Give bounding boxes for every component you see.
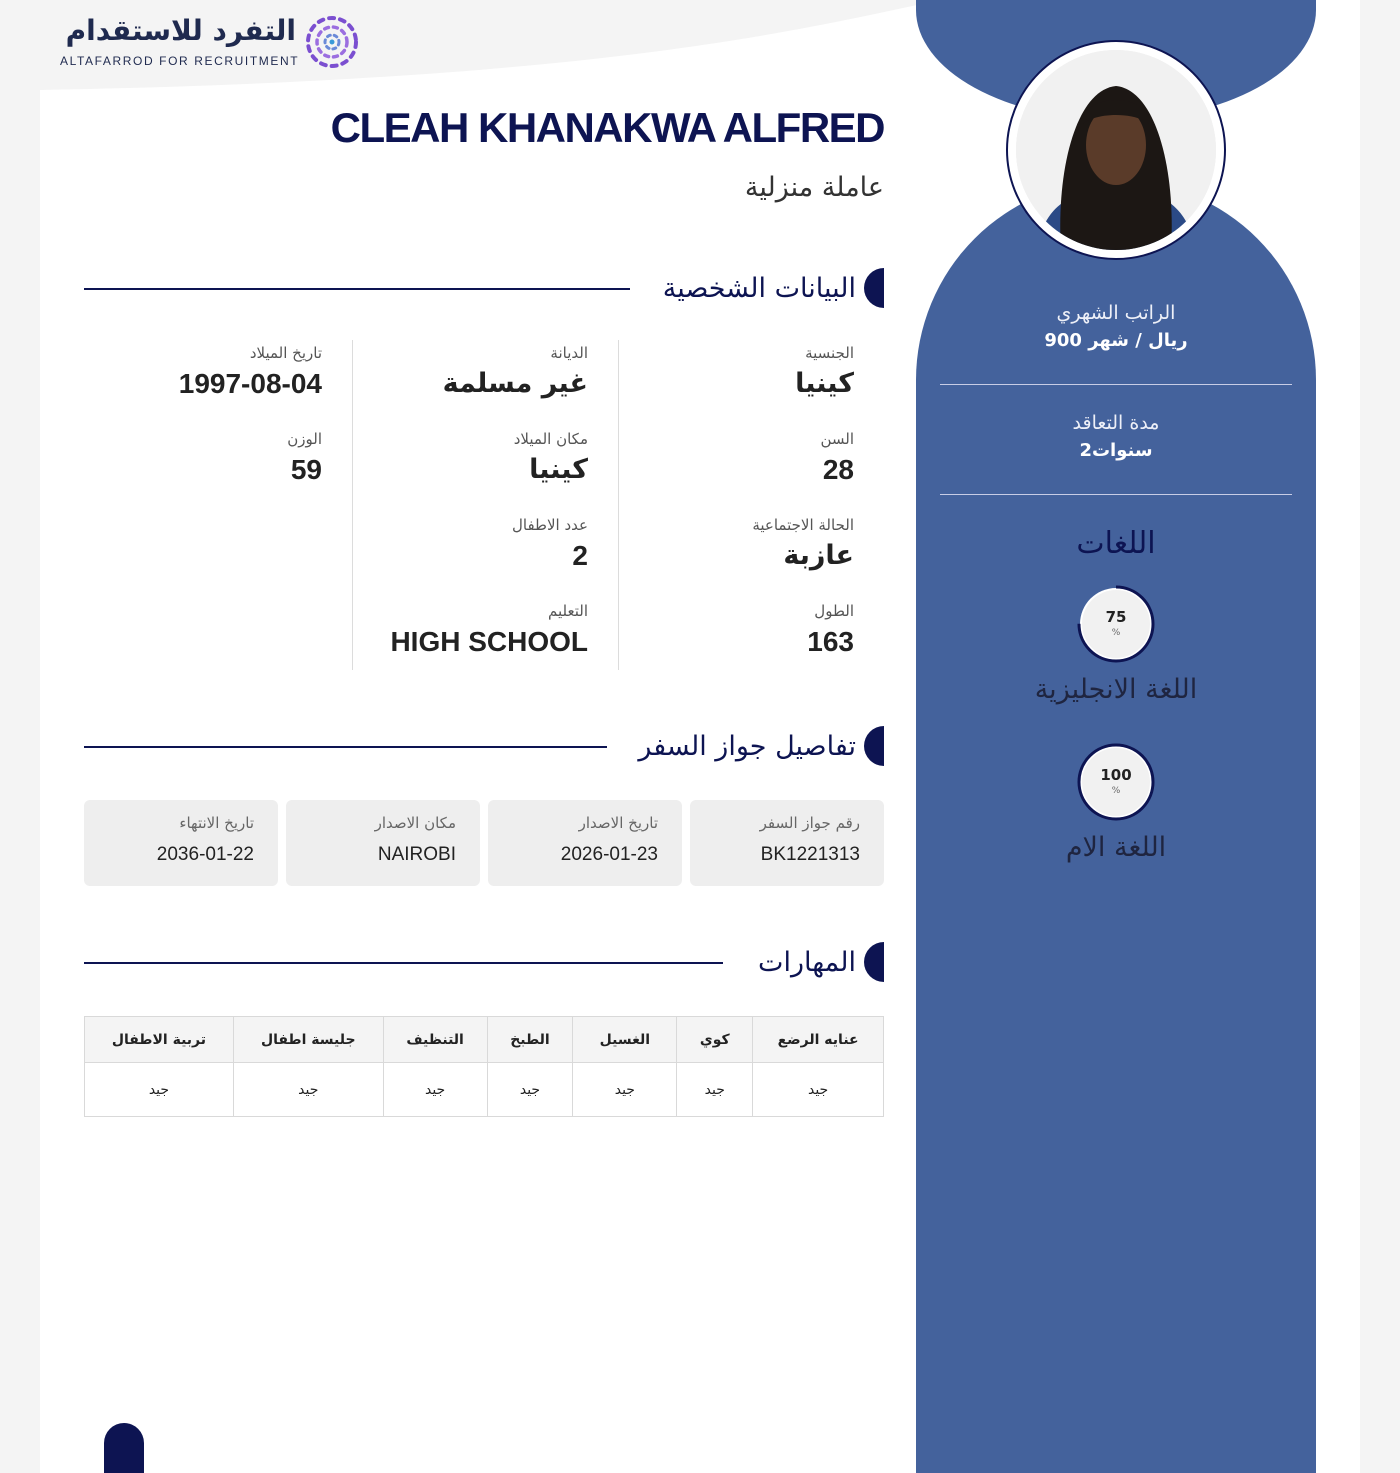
field-value: 59 — [290, 454, 322, 485]
field-children — [512, 516, 588, 572]
contract-block — [940, 412, 1292, 461]
skill-header: تربية الاطفال — [85, 1017, 234, 1063]
section-passport-title — [638, 726, 884, 766]
passport-value: 2036-01-22 — [156, 844, 254, 865]
language-percent-symbol: % — [1111, 628, 1121, 638]
field-nationality — [795, 344, 854, 399]
skills-value-row — [85, 1063, 884, 1117]
field-value: 28 — [822, 454, 854, 485]
skill-value: جيد — [573, 1063, 677, 1117]
contract-value: 2سنوات — [1079, 440, 1153, 461]
language-dial — [1076, 742, 1156, 822]
field-height — [807, 602, 854, 658]
sidebar-divider — [940, 494, 1292, 495]
passport-number-card — [690, 800, 884, 886]
skills-table — [84, 1016, 884, 1117]
field-weight — [287, 430, 322, 486]
language-percent: 75 — [1105, 608, 1127, 626]
field-birthplace — [514, 430, 588, 485]
candidate-name: CLEAH KHANAKWA ALFRED — [330, 104, 884, 151]
passport-issue-date-card — [488, 800, 682, 886]
passport-value: NAIROBI — [377, 844, 456, 865]
field-label: مكان الميلاد — [513, 430, 588, 448]
skills-header-row — [85, 1017, 884, 1063]
passport-label: رقم جواز السفر — [759, 814, 860, 832]
field-value: عازبة — [783, 540, 854, 571]
skill-header: كوي — [677, 1017, 753, 1063]
passport-expiry-card — [84, 800, 278, 886]
language-item-english — [916, 584, 1316, 705]
field-label: الديانة — [550, 344, 588, 362]
section-skills-line — [84, 962, 723, 964]
salary-value: 900 ريال / شهر — [1044, 330, 1188, 351]
sidebar-divider — [940, 384, 1292, 385]
candidate-job-title: عاملة منزلية — [744, 172, 884, 203]
field-value: 163 — [807, 626, 854, 657]
cv-page — [40, 0, 1360, 1473]
field-label: تاريخ الميلاد — [249, 344, 322, 362]
skill-header: التنظيف — [383, 1017, 487, 1063]
field-label: الطول — [814, 602, 854, 620]
avatar — [1006, 40, 1226, 260]
field-value: HIGH SCHOOL — [390, 626, 588, 657]
passport-label: مكان الاصدار — [374, 814, 456, 832]
field-label: الجنسية — [805, 344, 854, 362]
language-name: اللغة الانجليزية — [1034, 674, 1198, 705]
passport-value: 2026-01-23 — [560, 844, 658, 865]
language-dial — [1076, 584, 1156, 664]
field-label: الحالة الاجتماعية — [752, 516, 854, 534]
section-skills-label: المهارات — [758, 946, 856, 978]
person-photo-icon — [1016, 50, 1216, 250]
field-birthdate — [179, 344, 322, 400]
section-passport-label: تفاصيل جواز السفر — [638, 730, 856, 762]
language-percent-symbol: % — [1111, 786, 1121, 796]
footer-tab — [104, 1423, 144, 1473]
passport-label: تاريخ الاصدار — [578, 814, 658, 832]
sidebar — [916, 0, 1316, 1473]
skill-header: الطبخ — [487, 1017, 573, 1063]
section-tab — [864, 942, 884, 982]
avatar-photo — [1016, 50, 1216, 250]
skill-header: جليسة اطفال — [233, 1017, 383, 1063]
salary-block — [940, 302, 1292, 351]
field-label: الوزن — [287, 430, 322, 448]
skill-header: الغسيل — [573, 1017, 677, 1063]
section-tab — [864, 726, 884, 766]
language-item-native — [916, 742, 1316, 863]
field-value: غير مسلمة — [442, 368, 588, 399]
language-percent: 100 — [1100, 766, 1132, 784]
contract-label: مدة التعاقد — [1072, 412, 1160, 434]
section-personal-line — [84, 288, 630, 290]
field-value: كينيا — [529, 454, 588, 485]
field-value: 2 — [572, 540, 588, 571]
brand-name-ar: التفرد للاستقدام — [65, 14, 296, 47]
personal-col-2 — [352, 340, 618, 670]
field-value: كينيا — [795, 368, 854, 399]
languages-title: اللغات — [1076, 526, 1156, 561]
passport-issue-place-card — [286, 800, 480, 886]
field-marital — [752, 516, 854, 571]
skill-value: جيد — [677, 1063, 753, 1117]
section-skills-title — [758, 942, 884, 982]
field-age — [820, 430, 854, 486]
brand-name-en: ALTAFARROD FOR RECRUITMENT — [60, 54, 300, 68]
brand-mark-icon — [304, 14, 360, 70]
section-passport-line — [84, 746, 607, 748]
section-tab — [864, 268, 884, 308]
language-name: اللغة الام — [1065, 832, 1167, 863]
skill-value: جيد — [753, 1063, 884, 1117]
section-personal-label: البيانات الشخصية — [662, 272, 856, 304]
skill-value: جيد — [233, 1063, 383, 1117]
brand-logo — [60, 14, 360, 74]
skill-value: جيد — [383, 1063, 487, 1117]
section-personal-title — [663, 268, 884, 308]
passport-value: BK1221313 — [760, 844, 860, 865]
personal-col-1 — [618, 340, 884, 670]
personal-col-3 — [86, 340, 352, 670]
field-label: عدد الاطفال — [512, 516, 588, 534]
field-label: التعليم — [548, 602, 588, 620]
field-value: 1997-08-04 — [178, 368, 322, 399]
field-education — [390, 602, 588, 658]
field-religion — [443, 344, 588, 399]
skill-value: جيد — [85, 1063, 234, 1117]
salary-label: الراتب الشهري — [1056, 302, 1176, 324]
passport-label: تاريخ الانتهاء — [179, 814, 254, 832]
skill-header: عنايه الرضع — [753, 1017, 884, 1063]
field-label: السن — [820, 430, 854, 448]
skill-value: جيد — [487, 1063, 573, 1117]
